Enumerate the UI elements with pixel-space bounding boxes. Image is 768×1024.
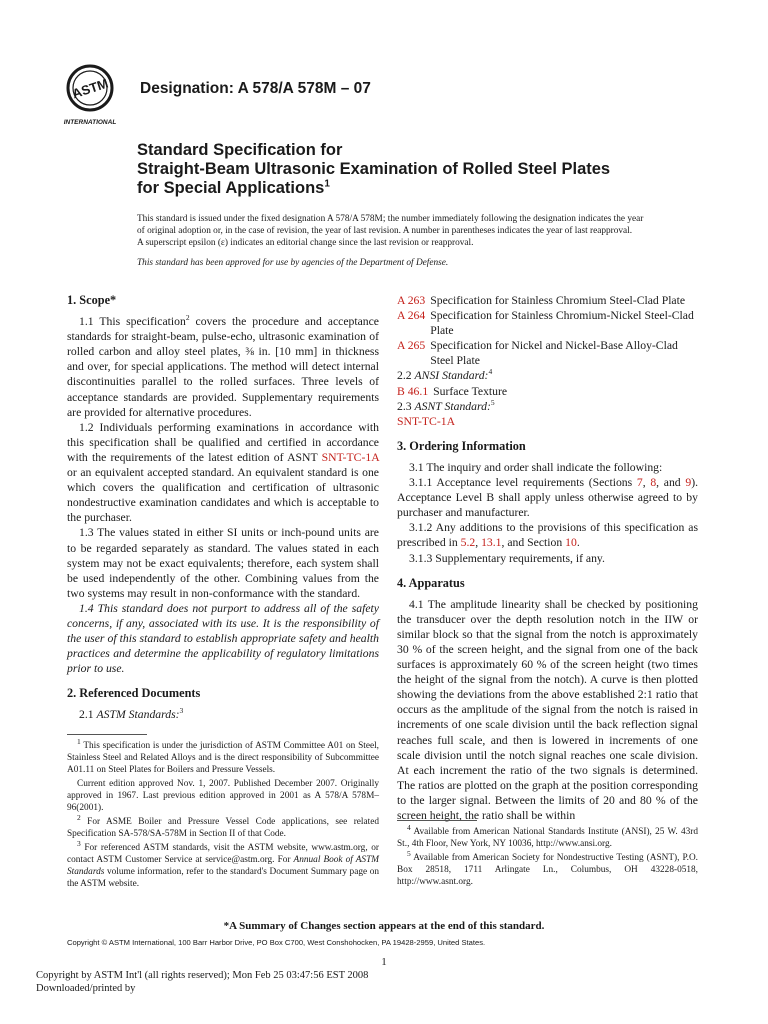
footnote-2: $^2$ For ASME Boiler and Pressure Vessel Code applications, see related Specification SA-578/SA-578M in Section II of that Code.	[67, 812, 379, 839]
scope-1-3: 1.3 The values stated in either SI units or inch-pound units are to be regarded separately as standard. The values stated in each system may not be exact equivalents; therefore, each system shall be used independently of the other. Combining values from the two systems may result in non-conformance with the standard.	[67, 526, 379, 600]
ref-2-2: 2.2 ANSI Standard:$^4$	[397, 367, 493, 383]
scope-1-2: 1.2 Individuals performing examinations in accordance with this specification shall be qualified and certified in accordance with the requirements of the latest edition of ASNT SNT-TC-1A or an equivalent accepted standard. An equivalent standard is one which covers the qualification and certification of ultrasonic nondestructive examination candidates and which is acceptable to the purchaser.	[67, 420, 379, 525]
logo-text: ASTM	[70, 75, 110, 102]
scope-1-4: 1.4 This standard does not purport to address all of the safety concerns, if any, associated with its use. It is the responsibility of the user of this standard to establish appropriate safety and health practices and determine the applicability of regulatory limitations prior to use.	[67, 601, 379, 676]
ref-code-link[interactable]: B 46.1	[397, 384, 429, 398]
left-column	[67, 293, 379, 723]
footnotes-left	[67, 736, 379, 892]
intro-line-3: A superscript epsilon (ε) indicates an editorial change since the last revision or reapproval.	[137, 238, 474, 248]
section-link[interactable]: 5.2	[460, 536, 476, 550]
ordering-3-1-2: 3.1.2 Any additions to the provisions of this specification as prescribed in 5.2, 13.1, and Section 10.	[397, 521, 698, 550]
download-stamp-line-1: Copyright by ASTM Int'l (all rights reserved); Mon Feb 25 03:47:56 EST 2008	[36, 970, 369, 981]
scope-1-1: 1.1 This specification$^2$ covers the procedure and acceptance standards for straight-beam, pulse-echo, ultrasonic examination of rolled carbon and alloy steel plates, ⅜ in. [10 mm] in thickness and over, for special applications. The method will detect internal discontinuities parallel to the rolled surfaces. Three levels of acceptance standards are provided. Supplementary requirements are provided for alternative procedures.	[67, 313, 379, 419]
ref-code-link[interactable]: A 265	[397, 339, 426, 353]
ref-item-a263: A 263 Specification for Stainless Chromium Steel-Clad Plate	[397, 294, 686, 307]
ref-item-snt	[397, 414, 698, 429]
ref-code-link[interactable]: A 263	[397, 294, 426, 307]
section-apparatus-heading: 4. Apparatus	[397, 575, 465, 590]
intro-note	[137, 213, 657, 249]
section-link[interactable]: 9	[685, 476, 692, 490]
dod-approval-note: This standard has been approved for use by agencies of the Department of Defense.	[137, 258, 449, 268]
designation: Designation: A 578/A 578M – 07	[140, 80, 371, 97]
footnote-divider	[67, 734, 147, 735]
summary-of-changes-note: *A Summary of Changes section appears at the end of this standard.	[223, 920, 545, 932]
ref-2-3: 2.3 ASNT Standard:$^5$	[397, 397, 495, 413]
section-scope-heading: 1. Scope*	[67, 293, 117, 307]
apparatus-4-1: 4.1 The amplitude linearity shall be checked by positioning the transducer over the depth resolution notch in the IIW or similar block so that the signal from the notch is approximately 30 % of the screen height, and the signal from one of the back surfaces is approximately 60 % of the screen height (two times the height of the signal from the notch). A curve is then plotted showing the deviations from the above established 2:1 ratio that occurs as the amplitude of the signal from the notch is raised in increments of one scale division until the back reflection signal reaches full scale, and then is lowered in increments of one scale division until the notch signal reaches one scale division. At each increment the ratio of the two signals is determined. The ratios are plotted on the graph at the position corresponding to the larger signal. Between the limits of 20 and 80 % of the screen height, the ratio shall be within	[397, 597, 698, 822]
section-link[interactable]: 13.1	[481, 536, 502, 550]
snt-tc-1a-link[interactable]: SNT-TC-1A	[321, 450, 379, 464]
ordering-3-1: 3.1 The inquiry and order shall indicate the following:	[409, 460, 663, 474]
title-line-2: Straight-Beam Ultrasonic Examination of Rolled Steel Plates	[137, 160, 611, 178]
title-line-3: for Special Applications$^1$	[137, 178, 330, 197]
footnotes-right	[397, 822, 698, 890]
ordering-3-1-1: 3.1.1 Acceptance level requirements (Sections 7, 8, and 9). Acceptance Level B shall apply unless otherwise agreed to by purchaser and manufacturer.	[397, 476, 699, 520]
intro-line-2: of original adoption or, in the case of revision, the year of last revision. A number in parentheses indicates the year of last reapproval.	[137, 226, 633, 236]
document-title	[137, 141, 610, 198]
footnote-4: $^4$ Available from American National Standards Institute (ANSI), 25 W. 43rd St., 4th Floor, New York, NY 10036, http://www.ansi.org.	[397, 822, 698, 849]
footnote-divider	[397, 820, 477, 821]
intro-line-1: This standard is issued under the fixed designation A 578/A 578M; the number immediately following the designation indicates the year	[137, 214, 644, 224]
logo-subtext: INTERNATIONAL	[63, 119, 117, 126]
ref-2-1: 2.1 ASTM Standards:$^3$	[79, 706, 184, 722]
footnote-1: $^1$ This specification is under the jurisdiction of ASTM Committee A01 on Steel, Stainless Steel and Related Alloys and is the direct responsibility of Subcommittee A01.11 on Steel Plates for Boilers and Pressure Vessels.	[67, 736, 379, 775]
copyright-line: Copyright © ASTM International, 100 Barr Harbor Drive, PO Box C700, West Conshohocken, PA 19428-2959, United States.	[67, 938, 486, 947]
footnote-1-edition: Current edition approved Nov. 1, 2007. Published December 2007. Originally approved in 1967. Last previous edition approved in 2001 as A 578/A 578M–96(2001).	[67, 779, 379, 813]
ref-code-link[interactable]: SNT-TC-1A	[397, 414, 456, 428]
download-stamp-line-2: Downloaded/printed by	[36, 983, 136, 994]
section-link[interactable]: 10	[565, 536, 577, 550]
footnote-3: $^3$ For referenced ASTM standards, visit the ASTM website, www.astm.org, or contact ASTM Customer Service at service@astm.org. For Annual Book of ASTM Standards volume information, refer to the standard's Document Summary page on the ASTM website.	[67, 838, 379, 889]
ref-item-a264: A 264 Specification for Stainless Chromium-Nickel Steel-Clad Plate	[397, 309, 694, 338]
ref-item-b46-1: B 46.1 Surface Texture	[397, 384, 508, 398]
section-ordering-heading: 3. Ordering Information	[397, 438, 526, 453]
footnote-5: $^5$ Available from American Society for Nondestructive Testing (ASNT), P.O. Box 28518, 1711 Arlingate Ln., Columbus, OH 43228-0518, http://www.asnt.org.	[397, 848, 698, 887]
astm-logo	[62, 62, 124, 128]
right-column	[397, 293, 698, 823]
ordering-3-1-3: 3.1.3 Supplementary requirements, if any.	[409, 551, 605, 565]
section-link[interactable]: 7	[636, 476, 643, 490]
section-link[interactable]: 8	[650, 476, 657, 490]
ref-item-a265: A 265 Specification for Nickel and Nickel-Base Alloy-Clad Steel Plate	[397, 339, 678, 368]
section-referenced-heading: 2. Referenced Documents	[67, 686, 201, 701]
page-number: 1	[381, 956, 387, 968]
ref-code-link[interactable]: A 264	[397, 309, 426, 323]
title-line-1: Standard Specification for	[137, 141, 343, 159]
